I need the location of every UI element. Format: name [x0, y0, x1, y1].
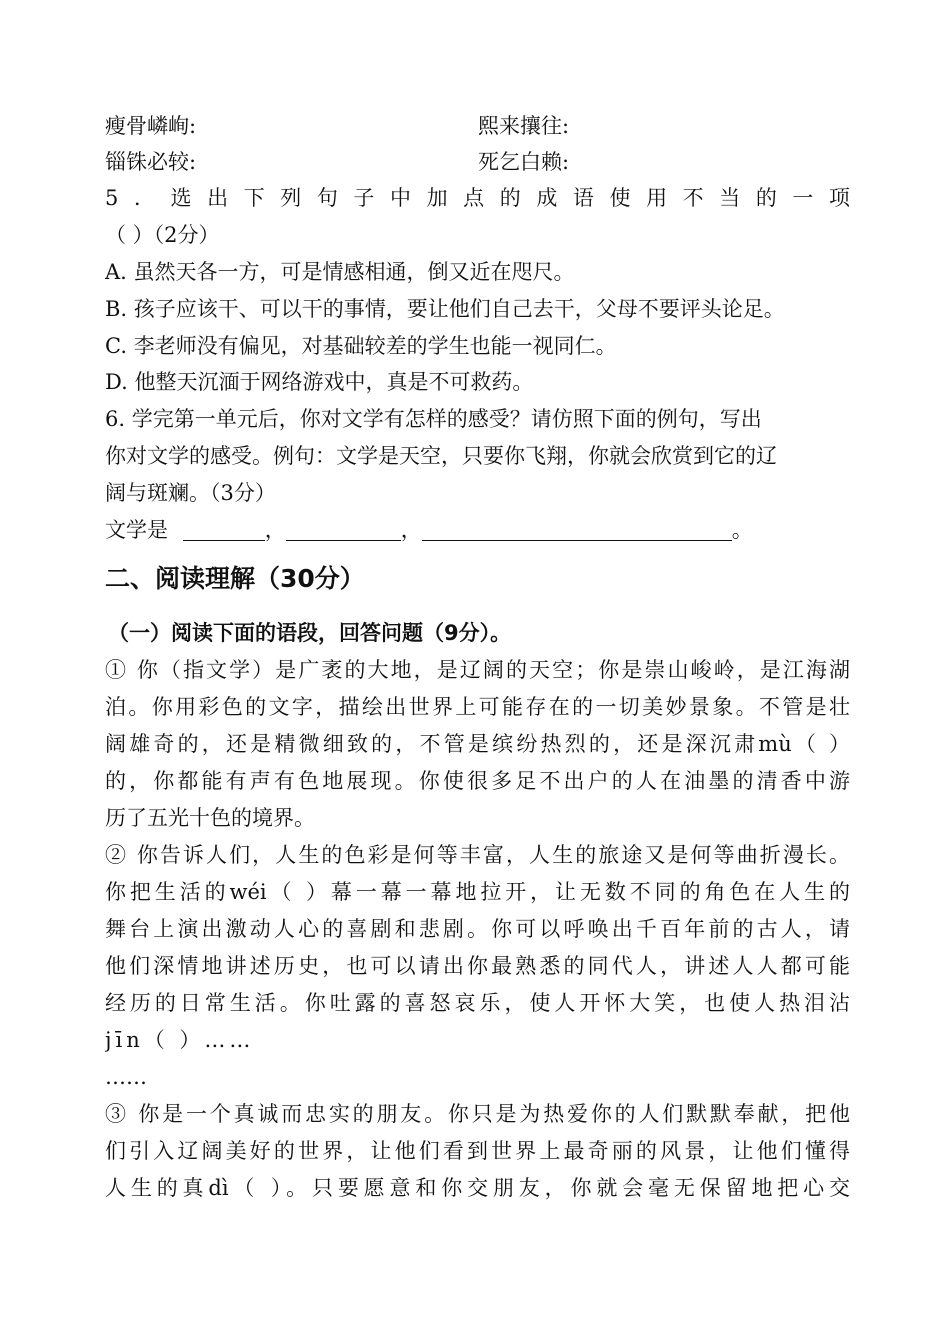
vocab-item: 熙来攘往:	[478, 114, 570, 138]
passage-line: 的，你都能有声有色地展现。你使很多足不出户的人在油墨的清香中游	[105, 769, 850, 793]
answer-blank-3[interactable]	[422, 518, 732, 541]
passage-line: 泊。你用彩色的文字，描绘出世界上可能存在的一切美妙景象。不管是壮	[105, 695, 850, 719]
answer-blank-2[interactable]	[286, 518, 401, 541]
passage-line: ① 你（指文学）是广袤的大地，是辽阔的天空；你是崇山峻岭，是江海湖	[105, 658, 850, 682]
question-6-line: 阔与斑斓。（3分）	[105, 481, 276, 505]
passage-line: 人生的真dì（ ）。只要愿意和你交朋友，你就会毫无保留地把心交	[105, 1176, 850, 1200]
passage-line: ② 你告诉人们，人生的色彩是何等丰富，人生的旅途又是何等曲折漫长。	[105, 843, 850, 867]
passage-line: 们引入辽阔美好的世界，让他们看到世界上最奇丽的风景，让他们懂得	[105, 1139, 850, 1163]
passage-line: 阔雄奇的，还是精微细致的，不管是缤纷热烈的，还是深沉肃mù（ ）	[105, 732, 850, 756]
question-6-line: 6. 学完第一单元后，你对文学有怎样的感受？请仿照下面的例句，写出	[105, 407, 762, 431]
section-2-subtitle: （一）阅读下面的语段，回答问题（9分）。	[108, 621, 512, 645]
passage-line: 舞台上演出激动人心的喜剧和悲剧。你可以呼唤出千百年前的古人，请	[105, 917, 850, 941]
passage-line: 你把生活的wéi（ ）幕一幕一幕地拉开，让无数不同的角色在人生的	[105, 880, 850, 904]
vocab-item: 瘦骨嶙峋:	[105, 114, 197, 138]
question-5-score: （ ）（2分）	[105, 223, 220, 247]
passage-ellipsis: ……	[105, 1065, 147, 1089]
passage-line: jīn（ ）……	[105, 1028, 255, 1052]
answer-blank-1[interactable]	[183, 518, 265, 541]
question-5-option-b: B. 孩子应该干、可以干的事情，要让他们自己去干，父母不要评头论足。	[105, 297, 785, 321]
section-2-title: 二、阅读理解（30分）	[105, 564, 365, 593]
comma: ，	[264, 518, 286, 542]
question-5-option-c: C. 李老师没有偏见，对基础较差的学生也能一视同仁。	[105, 334, 617, 358]
question-5-option-d: D. 他整天沉湎于网络游戏中，真是不可救药。	[105, 370, 534, 394]
passage-line: 经历的日常生活。你吐露的喜怒哀乐，使人开怀大笑，也使人热泪沾	[105, 991, 850, 1015]
comma: ，	[400, 518, 422, 542]
passage-line: 历了五光十色的境界。	[105, 806, 315, 830]
question-6-line: 你对文学的感受。例句：文学是天空，只要你飞翔，你就会欣赏到它的辽	[105, 444, 777, 468]
period: 。	[731, 518, 753, 542]
passage-line: ③ 你是一个真诚而忠实的朋友。你只是为热爱你的人们默默奉献，把他	[105, 1102, 850, 1126]
vocab-item: 死乞白赖:	[478, 150, 570, 174]
question-5-option-a: A. 虽然天各一方，可是情感相通，倒又近在咫尺。	[105, 260, 575, 284]
vocab-item: 锱铢必较:	[105, 150, 197, 174]
passage-line: 他们深情地讲述历史，也可以请出你最熟悉的同代人，讲述人人都可能	[105, 954, 850, 978]
question-6-answer-line	[105, 515, 850, 545]
question-5-stem: 5．选出下列句子中加点的成语使用不当的一项	[105, 186, 850, 210]
answer-prefix: 文学是	[105, 518, 168, 542]
